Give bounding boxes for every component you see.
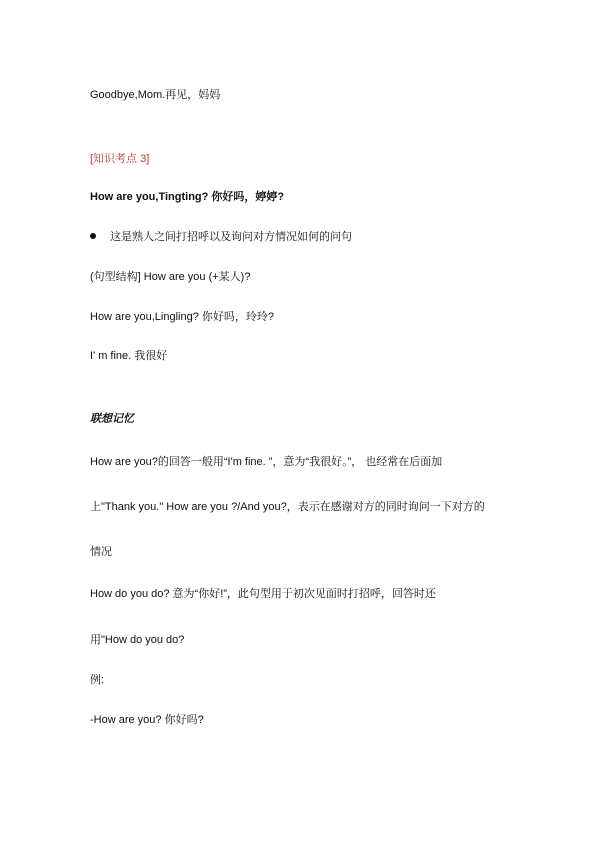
paragraph-line-2: 上"Thank you." How are you ?/And you?，表示在感谢对方的同时询问一下对方的 bbox=[90, 501, 485, 513]
bullet-icon bbox=[90, 233, 96, 239]
paragraph2-line-2: 用"How do you do? bbox=[90, 634, 185, 646]
association-memory-heading: 联想记忆 bbox=[90, 413, 134, 425]
example-sentence-tingting: How are you,Tingting? 你好吗，婷婷? bbox=[90, 191, 285, 203]
bullet-text: 这是熟人之间打招呼以及询问对方情况如何的问句 bbox=[110, 231, 352, 243]
knowledge-point-heading: [知识考点 3] bbox=[90, 153, 150, 165]
sentence-structure: (句型结构] How are you (+某人)? bbox=[90, 271, 251, 283]
paragraph2-line-1: How do you do? 意为“你好!”，此句型用于初次见面时打招呼，回答时还 bbox=[90, 588, 436, 600]
bullet-item bbox=[90, 230, 352, 244]
example-sentence-lingling: How are you,Lingling? 你好吗，玲玲? bbox=[90, 311, 275, 323]
example-dialogue-line: -How are you? 你好吗? bbox=[90, 714, 204, 726]
text-line-goodbye: Goodbye,Mom.再见，妈妈 bbox=[90, 89, 221, 101]
paragraph-line-1: How are you?的回答一般用“I'm fine. ”，意为“我很好。”， 也经常在后面加 bbox=[90, 456, 443, 468]
example-sentence-fine: I' m fine. 我很好 bbox=[90, 350, 168, 362]
example-label: 例: bbox=[90, 674, 105, 686]
paragraph-line-3: 情况 bbox=[90, 546, 112, 558]
